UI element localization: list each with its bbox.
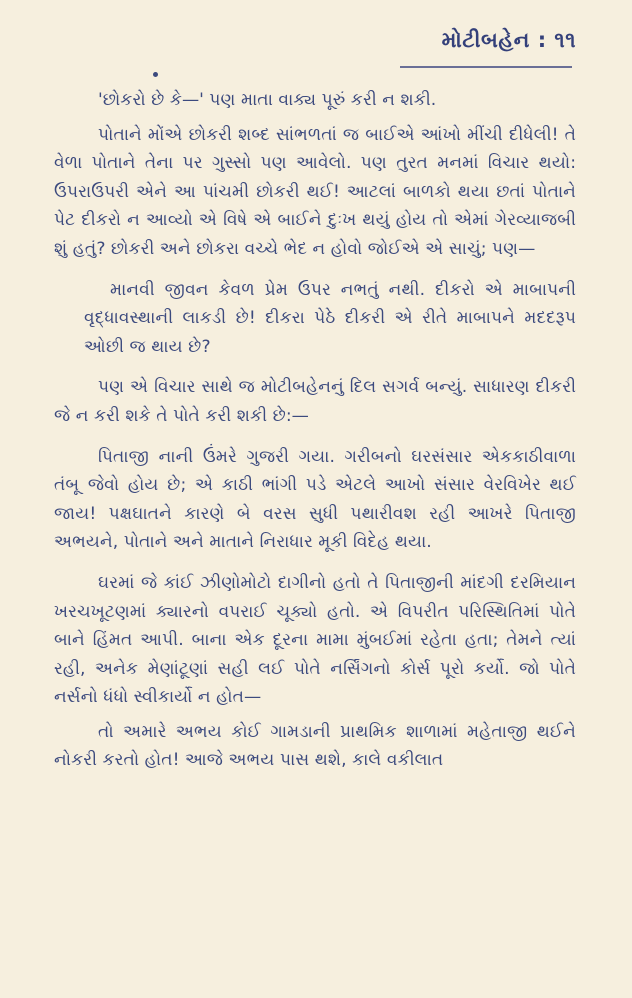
paragraph-1: 'છોકરો છે કે—' પણ માતા વાક્ય પૂરું કરી ન શકી. [98, 90, 437, 110]
ink-speck [153, 72, 158, 77]
body-text [54, 86, 576, 775]
running-header: મોટીબહેન : ૧૧ [441, 28, 576, 52]
paragraph-7: તો અમારે અભય કોઈ ગામડાની પ્રાથમિક શાળામાં મહેતાજી થઈને નોકરી કરતો હોત! આજે અભય પાસ થશે, કાલે વકીલાત [54, 721, 576, 771]
paragraph-6: ઘરમાં જે કાંઈ ઝીણોમોટો દાગીનો હતો તે પિતાજીની માંદગી દરમિયાન ખરચખૂટણમાં ક્યારનો વપરાઈ ચૂક્યો હતો. એ વિપરીત પરિસ્થિતિમાં પોતે બાને હિંમત આપી. બાના એક દૂરના મામા મુંબઈમાં રહેતા હતા; તેમને ત્યાં રહી, અનેક મેણાંટૂણાં સહી લઈ પોતે નર્સિંગનો કોર્સ પૂરો કર્યો. જો પોતે નર્સનો ધંધો સ્વીકાર્યો ન હોત— [54, 572, 576, 708]
header-rule [400, 66, 572, 68]
paragraph-3-quote: માનવી જીવન કેવળ પ્રેમ ઉપર નભતું નથી. દીકરો એ માબાપની વૃદ્ધાવસ્થાની લાકડી છે! દીકરા પેઠે દીકરી એ રીતે માબાપને મદદરૂપ ઓછી જ થાય છે? [84, 279, 576, 357]
paragraph-4: પણ એ વિચાર સાથે જ મોટીબહેનનું દિલ સગર્વ બન્યું. સાધારણ દીકરી જે ન કરી શકે તે પોતે કરી શકી છે:— [54, 377, 576, 426]
paragraph-5: પિતાજી નાની ઉંમરે ગુજરી ગયા. ગરીબનો ઘરસંસાર એકકાઠીવાળા તંબૂ જેવો હોય છે; એ કાઠી ભાંગી પડે એટલે આખો સંસાર વેરવિખેર થઈ જાય! પક્ષઘાતને કારણે બે વરસ સુધી પથારીવશ રહી આખરે પિતાજી અભયને, પોતાને અને માતાને નિરાધાર મૂકી વિદેહ થયા. [54, 446, 576, 553]
paragraph-2: પોતાને મોંએ છોકરી શબ્દ સાંભળતાં જ બાઈએ આંખો મીંચી દીધેલી! તે વેળા પોતાને તેના પર ગુસ્સો પણ આવેલો. પણ તુરત મનમાં વિચાર થયો: ઉપરાઉપરી એને આ પાંચમી છોકરી થઈ! આટલાં બાળકો થયા છતાં પોતાને પેટ દીકરો ન આવ્યો એ વિષે એ બાઈને દુઃખ થયું હોય તો એમાં ગેરવ્યાજબી શું હતું? છોકરી અને છોકરા વચ્ચે ભેદ ન હોવો જોઈએ એ સાચું; પણ— [54, 124, 576, 259]
